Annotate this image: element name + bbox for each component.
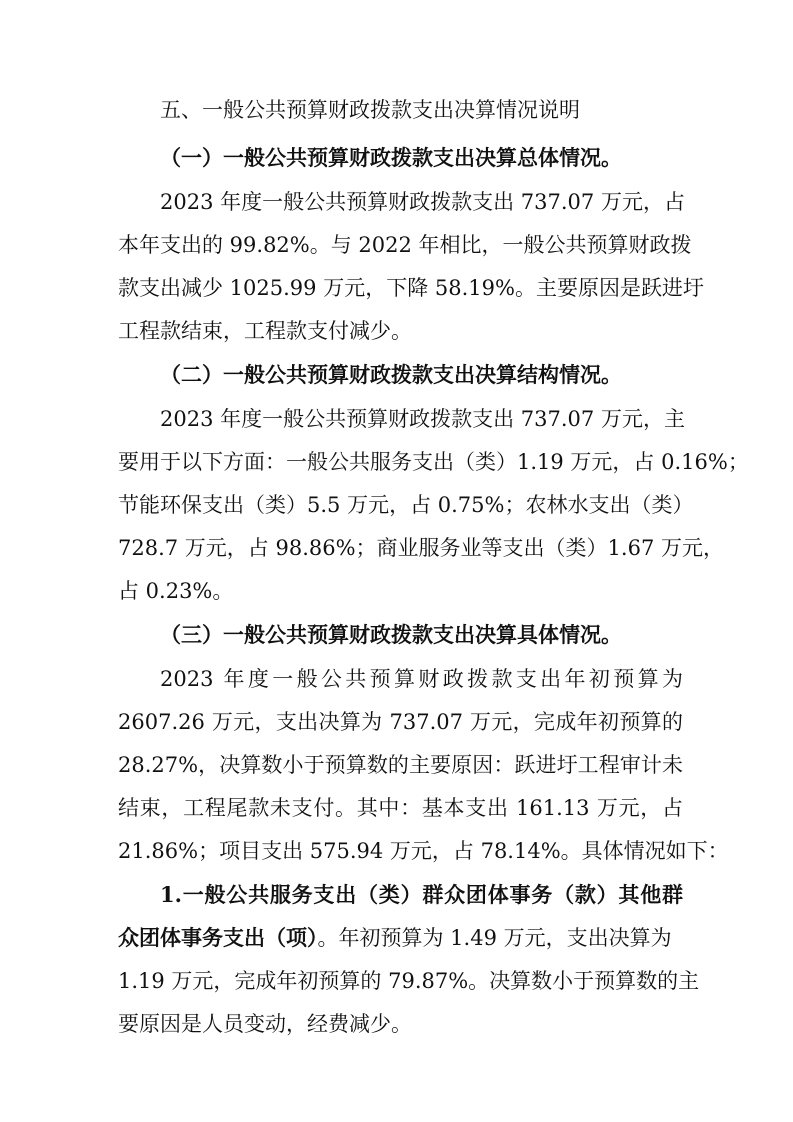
sub1-line-4: 工程款结束，工程款支付减少。 (118, 319, 412, 343)
sub2-line-3: 节能环保支出（类）5.5 万元，占 0.75%；农林水支出（类） (118, 493, 694, 517)
item1-line-2 (118, 923, 683, 953)
sub1-line-3: 款支出减少 1025.99 万元，下降 58.19%。主要原因是跃进圩 (118, 276, 704, 300)
sub2-heading: （二）一般公共预算财政拨款支出决算结构情况。 (160, 362, 622, 387)
item1-heading-line-2: 众团体事务支出（项） (118, 925, 318, 950)
sub2-line-4: 728.7 万元，占 98.86%；商业服务业等支出（类）1.67 万元， (118, 536, 724, 560)
sub2-line-2: 要用于以下方面：一般公共服务支出（类）1.19 万元，占 0.16%； (118, 450, 749, 474)
sub2-line-5: 占 0.23%。 (118, 579, 234, 603)
sub2-line-1: 2023 年度一般公共预算财政拨款支出 737.07 万元，主 (160, 407, 685, 431)
sub1-line-1: 2023 年度一般公共预算财政拨款支出 737.07 万元，占 (160, 190, 685, 214)
sub3-line-3: 28.27%，决算数小于预算数的主要原因：跃进圩工程审计未 (118, 753, 683, 777)
section-title: 五、一般公共预算财政拨款支出决算情况说明 (160, 98, 580, 122)
sub3-line-1: 2023 年度一般公共预算财政拨款支出年初预算为 (160, 667, 683, 691)
sub3-line-4: 结束，工程尾款未支付。其中：基本支出 161.13 万元，占 (118, 796, 683, 820)
item1-heading-line-1: 1.一般公共服务支出（类）群众团体事务（款）其他群 (160, 882, 683, 907)
item1-line-3: 1.19 万元，完成年初预算的 79.87%。决算数小于预算数的主 (118, 969, 700, 993)
item1-line-4: 要原因是人员变动，经费减少。 (118, 1012, 412, 1036)
sub3-line-5: 21.86%；项目支出 575.94 万元，占 78.14%。具体情况如下： (118, 839, 729, 863)
sub3-line-2: 2607.26 万元，支出决算为 737.07 万元，完成年初预算的 (118, 710, 683, 734)
sub1-heading: （一）一般公共预算财政拨款支出决算总体情况。 (160, 145, 622, 170)
item1-line-2-rest: 。年初预算为 1.49 万元，支出决算为 (317, 926, 672, 950)
sub1-line-2: 本年支出的 99.82%。与 2022 年相比，一般公共预算财政拨 (118, 233, 692, 257)
sub3-heading: （三）一般公共预算财政拨款支出决算具体情况。 (160, 622, 622, 647)
